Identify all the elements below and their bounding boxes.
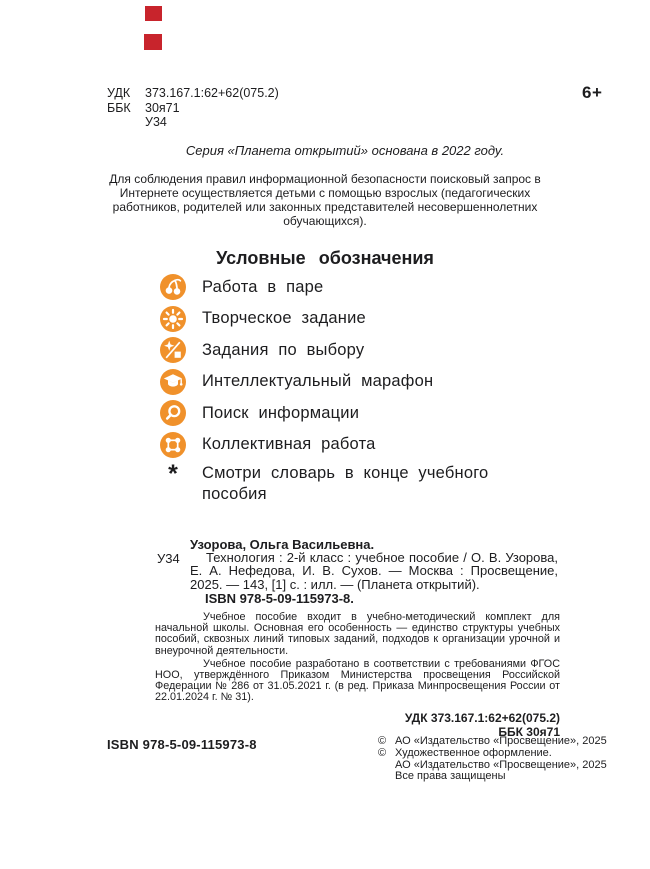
red-scan-mark — [144, 34, 162, 50]
legend-list — [160, 274, 560, 511]
copyright-line: Художественное оформление. — [395, 746, 552, 759]
legend-item-information-search — [160, 400, 560, 426]
red-scan-mark — [145, 6, 162, 21]
udk-value: 373.167.1:62+62(075.2) — [145, 86, 279, 100]
annotation-umk: Учебное пособие входит в учебно-методический комплект для начальной школы. Основная его особенность — единство структуры учебных пособий, сквозных линий типовых заданий, подходов к организации урочной и внеурочной деятельности. — [155, 611, 560, 657]
legend-item-collective-work — [160, 432, 560, 458]
legend-item-creative-task — [160, 306, 560, 332]
legend-item-label: Поиск информации — [202, 403, 360, 422]
star-square-icon — [160, 337, 186, 363]
copyright-symbol: © — [378, 735, 387, 747]
legend-item-intellectual-marathon — [160, 369, 560, 395]
classification-codes — [107, 86, 279, 130]
internet-safety-note: Для соблюдения правил информационной безопасности поисковый запрос в Интернете осуществляется детьми с помощью взрослых (педагогических работников, родителей или законных представителей несовершеннолетних обучающихся). — [109, 172, 541, 228]
legend-item-dictionary-note — [160, 460, 560, 505]
age-rating-badge: 6+ — [582, 83, 603, 102]
bbk-label: ББК — [107, 100, 131, 115]
legend-item-label: Творческое задание — [202, 309, 366, 327]
graduation-cap-icon — [160, 369, 186, 395]
annotation-fgos: Учебное пособие разработано в соответствии с требованиями ФГОС НОО, утверждённого Приказом Министерства просвещения Российской Федерации № 286 от 31.05.2021 г. (в ред. Приказа Минпросвещения России от 22.01.2024 г. № 31). — [155, 657, 560, 704]
udk-label: УДК — [107, 86, 131, 100]
legend-item-label: Работа в паре — [202, 277, 324, 296]
copyright-line: АО «Издательство «Просвещение», 2025 — [395, 758, 607, 771]
catalog-description: Технология : 2-й класс : учебное пособие / О. В. Узорова, Е. А. Нефедова, И. В. Сухов. — Москва : Просвещение, 2025. — 143, [1] с. : илл. — (Планета открытий). — [190, 550, 558, 592]
legend-item-label: Интеллектуальный марафон — [202, 372, 434, 390]
udk-bold: УДК 373.167.1:62+62(075.2) — [404, 710, 560, 725]
legend-item-choice-tasks — [160, 337, 560, 363]
copyright-line: Все права защищены — [395, 770, 506, 783]
legend-title: Условные обозначения — [216, 248, 434, 268]
catalog-isbn: ISBN 978-5-09-115973-8. — [205, 590, 354, 606]
catalog-author: Узорова, Ольга Васильевна. — [190, 537, 375, 552]
footer-isbn: ISBN 978-5-09-115973-8 — [107, 737, 257, 752]
legend-item-label: Задания по выбору — [202, 340, 365, 359]
sun-icon — [160, 306, 186, 332]
legend-item-label: Коллективная работа — [202, 435, 376, 453]
copyright-block — [378, 736, 607, 783]
asterisk-icon: * — [168, 460, 178, 488]
copyright-artwork — [378, 748, 607, 783]
author-sign: У34 — [145, 115, 167, 129]
cherries-icon — [160, 274, 186, 300]
copyright-symbol: © — [378, 746, 387, 759]
bbk-bold: ББК 30я71 — [498, 725, 560, 740]
magnifier-icon — [160, 400, 186, 426]
catalog-card — [155, 538, 560, 740]
bbk-value: 30я71 — [145, 100, 180, 115]
network-icon — [160, 432, 186, 458]
legend-item-pair-work — [160, 274, 560, 300]
copyright-line: АО «Издательство «Просвещение», 2025 — [395, 735, 607, 747]
series-note: Серия «Планета открытий» основана в 2022 году. — [185, 143, 505, 158]
catalog-author-sign: У34 — [157, 551, 180, 566]
legend-item-label: Смотри словарь в конце учебного пособия — [202, 464, 489, 503]
